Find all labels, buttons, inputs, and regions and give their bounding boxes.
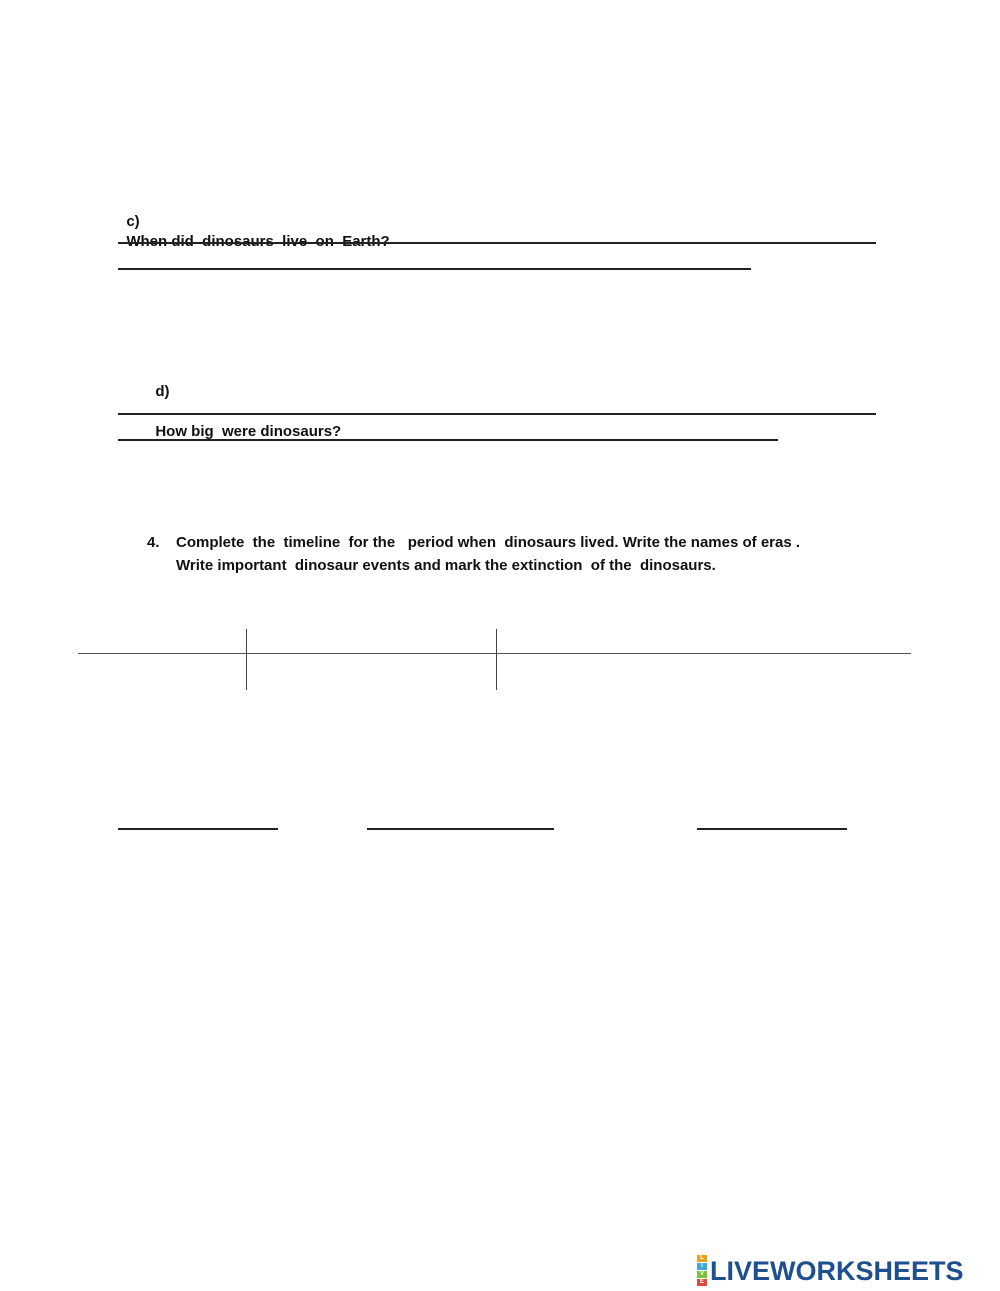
task-4-line-1: Complete the timeline for the period when dinosaurs lived. Write the names of eras .	[176, 534, 801, 551]
question-d	[147, 362, 341, 442]
logo-text: LIVEWORKSHEETS	[710, 1255, 964, 1286]
answer-line-c-2[interactable]	[118, 268, 751, 270]
timeline-tick-1	[246, 629, 247, 690]
task-4-number: 4.	[147, 534, 160, 551]
question-c-text: When did dinosaurs live on Earth?	[126, 233, 390, 250]
era-blank-1[interactable]	[118, 828, 278, 830]
era-blank-2[interactable]	[367, 828, 554, 830]
timeline-tick-2	[496, 629, 497, 690]
logo-block-v: V	[697, 1271, 707, 1278]
task-4-line-2: Write important dinosaur events and mark the extinction of the dinosaurs.	[176, 557, 716, 574]
timeline-axis	[78, 653, 911, 654]
liveworksheets-logo	[697, 1255, 964, 1286]
logo-block-e: E	[697, 1279, 707, 1286]
logo-block-i: I	[697, 1263, 707, 1270]
question-c-label: c)	[126, 213, 140, 230]
answer-line-d-1[interactable]	[118, 413, 876, 415]
answer-line-c-1[interactable]	[118, 242, 876, 244]
logo-blocks-icon	[697, 1255, 707, 1286]
logo-block-l: L	[697, 1255, 707, 1262]
answer-line-d-2[interactable]	[118, 439, 778, 441]
question-d-label: d)	[155, 383, 170, 400]
era-blank-3[interactable]	[697, 828, 847, 830]
question-d-text: How big were dinosaurs?	[155, 423, 342, 440]
